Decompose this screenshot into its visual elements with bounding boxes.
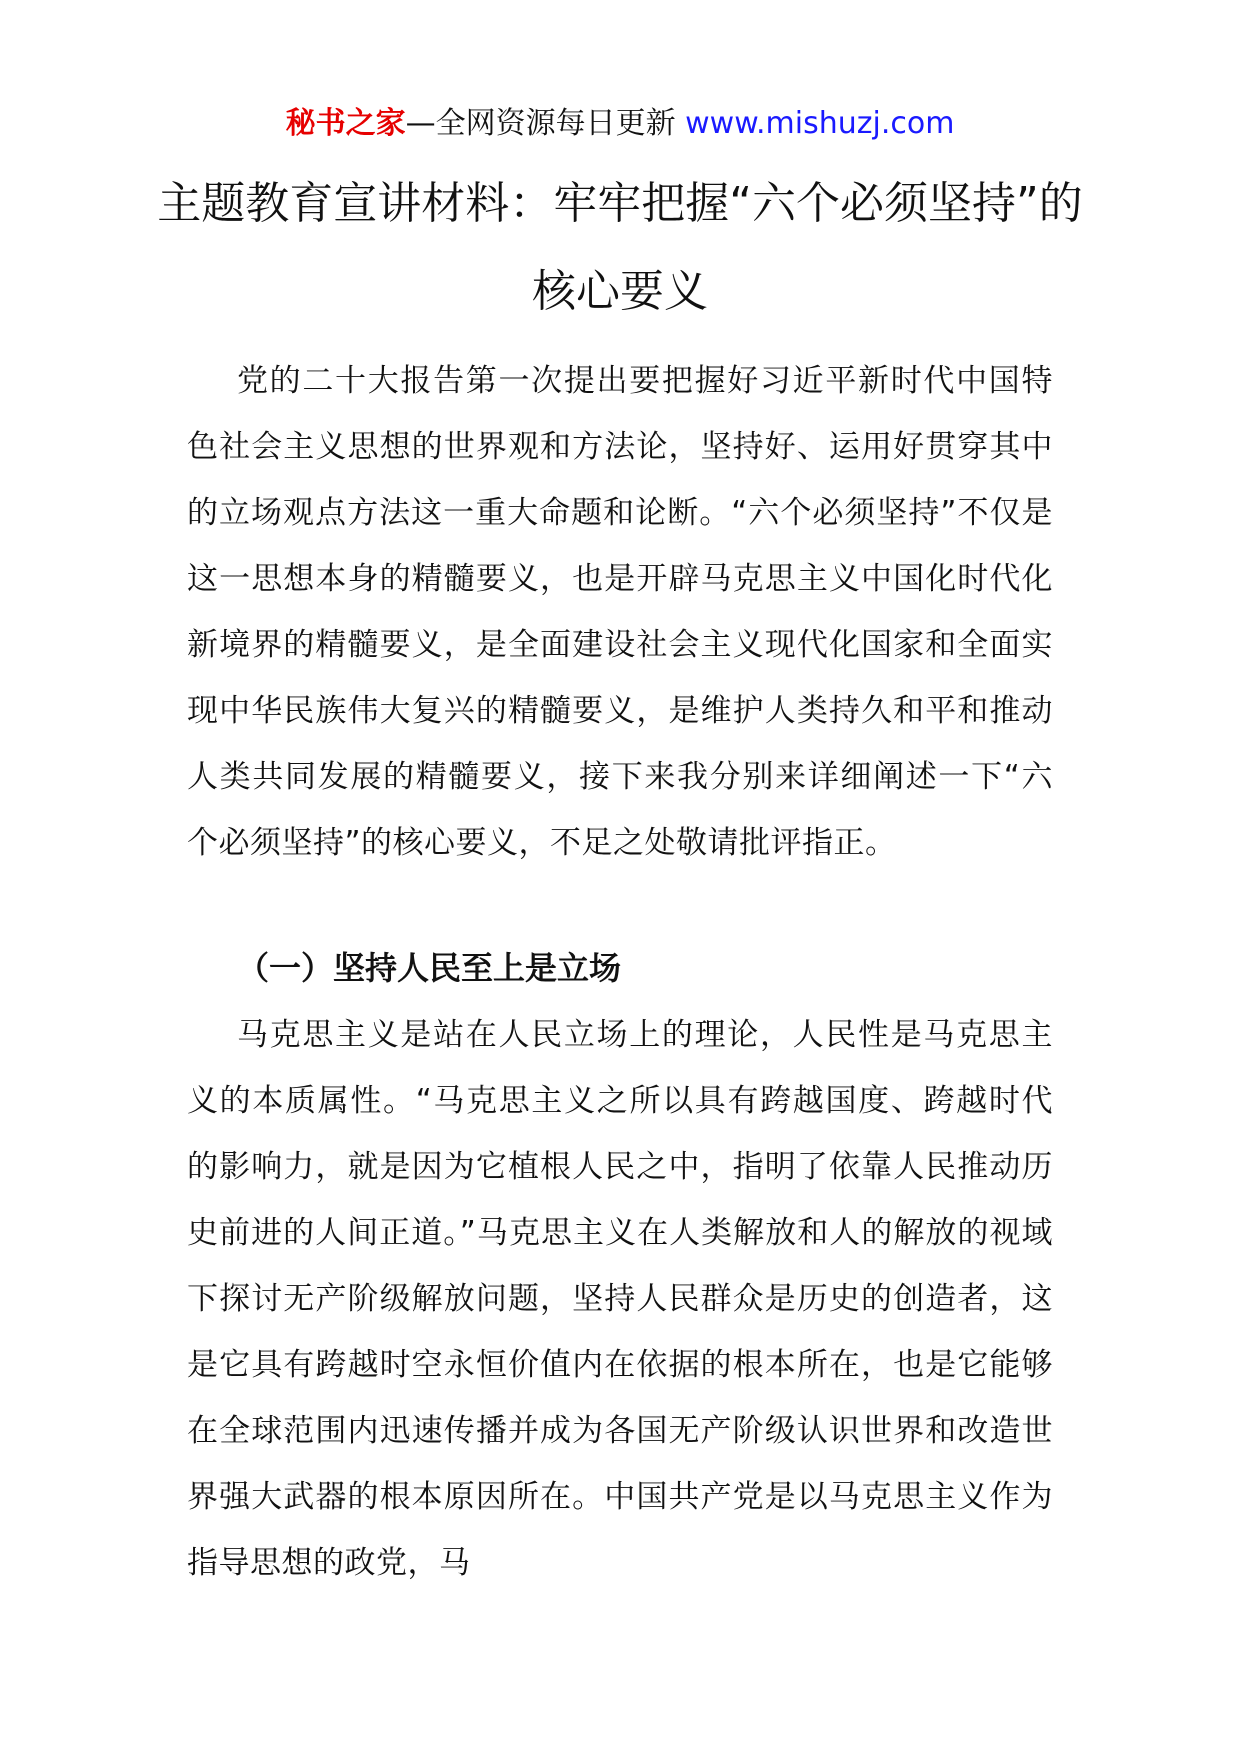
brand-name: 秘书之家 [285, 106, 406, 141]
section-heading-1: （一）坚持人民至上是立场 [237, 949, 622, 987]
section-1-paragraph: 马克思主义是站在人民立场上的理论，人民性是马克思主义的本质属性。“马克思主义之所以具有跨越国度、跨越时代的影响力，就是因为它植根人民之中，指明了依靠人民推动历史前进的人间正道。”马克思主义在人类解放和人的解放的视域下探讨无产阶级解放问题，坚持人民群众是历史的创造者，这是它具有跨越时空永恒价值内在依据的根本所在，也是它能够在全球范围内迅速传播并成为各国无产阶级认识世界和改造世界强大武器的根本原因所在。中国共产党是以马克思主义作为指导思想的政党，马 [187, 1017, 1053, 1581]
document-title: 主题教育宣讲材料：牢牢把握“六个必须坚持”的核心要义 [157, 178, 1083, 317]
site-url-link[interactable]: www.mishuzj.com [685, 106, 955, 141]
header-tagline: —全网资源每日更新 [405, 106, 686, 141]
intro-paragraph: 党的二十大报告第一次提出要把握好习近平新时代中国特色社会主义思想的世界观和方法论，坚持好、运用好贯穿其中的立场观点方法这一重大命题和论断。“六个必须坚持”不仅是这一思想本身的精髓要义，也是开辟马克思主义中国化时代化新境界的精髓要义，是全面建设社会主义现代化国家和全面实现中华民族伟大复兴的精髓要义，是维护人类持久和平和推动人类共同发展的精髓要义，接下来我分别来详细阐述一下“六个必须坚持”的核心要义，不足之处敬请批评指正。 [187, 363, 1053, 861]
header-banner [0, 104, 1240, 144]
